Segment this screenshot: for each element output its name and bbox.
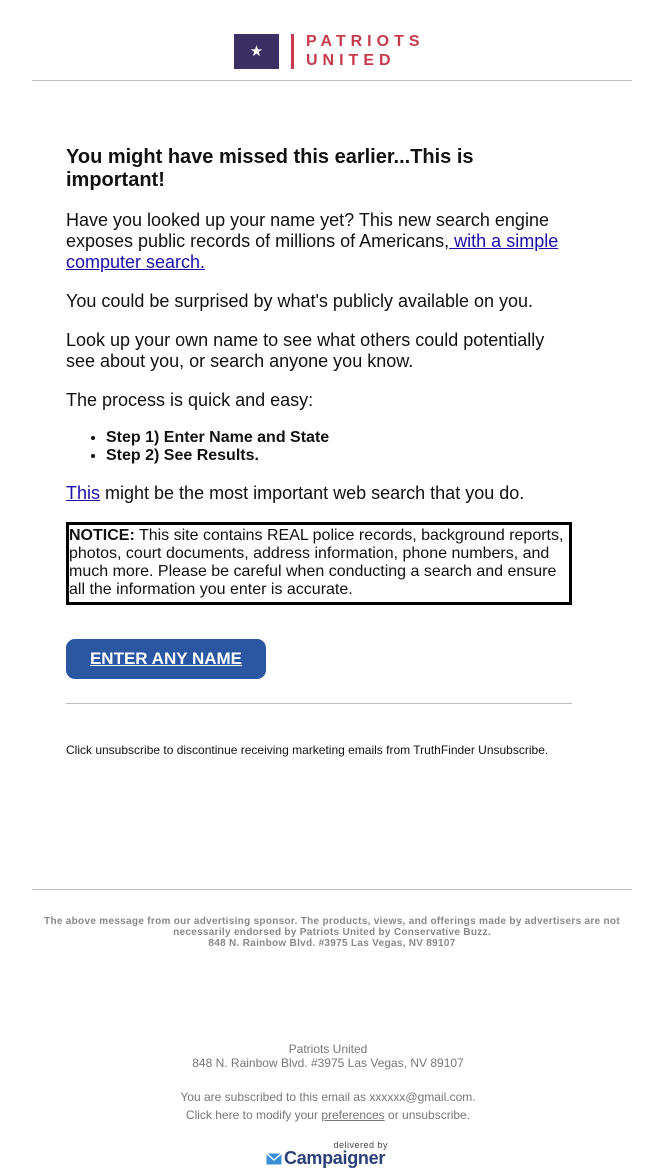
- logo-divider: [291, 34, 294, 69]
- preferences-post[interactable]: or unsubscribe.: [384, 1108, 471, 1122]
- preferences-line: [32, 1108, 624, 1122]
- important-text: might be the most important web search that you do.: [100, 483, 525, 503]
- email-footer: [32, 1042, 624, 1122]
- disclaimer-address: 848 N. Rainbow Blvd. #3975 Las Vegas, NV 89107: [208, 938, 456, 949]
- notice-text: This site contains REAL police records, background reports, photos, court documents, address information, phone numbers, and much more. Please be careful when conducting a search and ensure all the information you enter is accurate.: [69, 527, 564, 598]
- footer-divider: [32, 889, 632, 890]
- process-paragraph: The process is quick and easy:: [66, 390, 314, 410]
- important-paragraph: [66, 483, 572, 504]
- this-link[interactable]: This: [66, 483, 101, 503]
- email-body: [66, 146, 572, 679]
- notice-box: [66, 522, 572, 605]
- search-link[interactable]: with a simple computer search.: [66, 231, 559, 272]
- divider: [66, 703, 572, 704]
- email-heading: You might have missed this earlier...This is important!: [66, 146, 474, 191]
- logo-star: ★: [249, 42, 264, 60]
- notice-label: NOTICE:: [69, 527, 135, 544]
- sponsor-disclaimer: [32, 916, 632, 949]
- logo-line-2: UNITED: [306, 52, 396, 69]
- steps-list: [66, 429, 572, 465]
- footer-org: Patriots United: [288, 1042, 368, 1056]
- envelope-icon: [266, 1153, 282, 1165]
- intro-paragraph: [66, 210, 572, 273]
- disclaimer-text: The above message from our advertising sponsor. The products, views, and offerings made by advertisers are not necessarily endorsed by Patriots United by Conservative Buzz.: [44, 916, 620, 938]
- campaigner-badge[interactable]: [264, 1140, 390, 1170]
- enter-any-name-button[interactable]: ENTER ANY NAME: [66, 639, 266, 679]
- step-item: • Step 2) See Results.: [106, 447, 572, 465]
- campaigner-logo: Campaigner: [284, 1148, 386, 1168]
- logo-line-1: PATRIOTS: [306, 33, 425, 50]
- star-icon: [234, 34, 279, 69]
- unsubscribe-notice[interactable]: Click unsubscribe to discontinue receiving marketing emails from TruthFinder Unsubscribe.: [66, 743, 549, 757]
- step-item: • Step 1) Enter Name and State: [106, 429, 572, 447]
- surprise-paragraph: You could be surprised by what's publicly available on you.: [66, 291, 534, 311]
- delivered-by-label: delivered by: [333, 1140, 388, 1150]
- preferences-pre: Click here to modify your: [185, 1108, 322, 1122]
- preferences-link[interactable]: preferences: [321, 1108, 385, 1122]
- lookup-paragraph: Look up your own name to see what others could potentially see about you, or search anyone you know.: [66, 330, 545, 371]
- patriots-united-logo[interactable]: [234, 32, 425, 70]
- logo-wordmark: [306, 32, 425, 70]
- footer-address: 848 N. Rainbow Blvd. #3975 Las Vegas, NV 89107: [192, 1056, 464, 1070]
- intro-text: Have you looked up your name yet? This new search engine exposes public records of millions of Americans,: [66, 210, 549, 251]
- email-header: [32, 0, 632, 81]
- subscription-info: You are subscribed to this email as xxxxxx@gmail.com.: [180, 1090, 476, 1104]
